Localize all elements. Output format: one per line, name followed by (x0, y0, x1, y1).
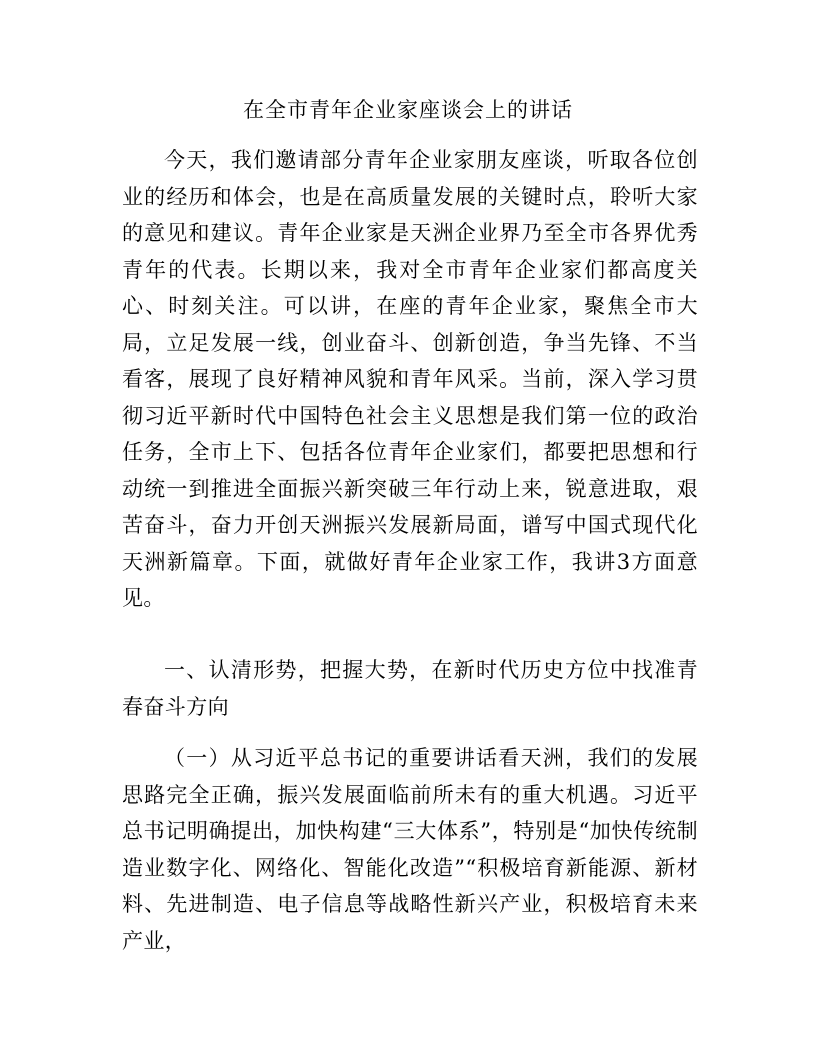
paragraph-opening: 今天，我们邀请部分青年企业家朋友座谈，听取各位创业的经历和体会，也是在高质量发展的关键时点，聆听大家的意见和建议。青年企业家是天洲企业界乃至全市各界优秀青年的代表。长期以来，我对全市青年企业家们都高度关心、时刻关注。可以讲，在座的青年企业家，聚焦全市大局，立足发展一线，创业奋斗、创新创造，争当先锋、不当看客，展现了良好精神风貌和青年风采。当前，深入学习贯彻习近平新时代中国特色社会主义思想是我们第一位的政治任务，全市上下、包括各位青年企业家们，都要把思想和行动统一到推进全面振兴新突破三年行动上来，锐意进取，艰苦奋斗，奋力开创天洲振兴发展新局面，谱写中国式现代化天洲新篇章。下面，就做好青年企业家工作，我讲3方面意见。 (122, 148, 698, 610)
subsection-paragraph-one: （一）从习近平总书记的重要讲话看天洲，我们的发展思路完全正确，振兴发展面临前所未有的重大机遇。习近平总书记明确提出，加快构建“三大体系”，特别是“加快传统制造业数字化、网络化、智能化改造”“积极培育新能源、新材料、先进制造、电子信息等战略性新兴产业，积极培育未来产业， (122, 746, 698, 953)
document-title: 在全市青年企业家座谈会上的讲话 (243, 98, 573, 122)
section-heading-one: 一、认清形势，把握大势，在新时代历史方位中找准青春奋斗方向 (122, 658, 698, 719)
